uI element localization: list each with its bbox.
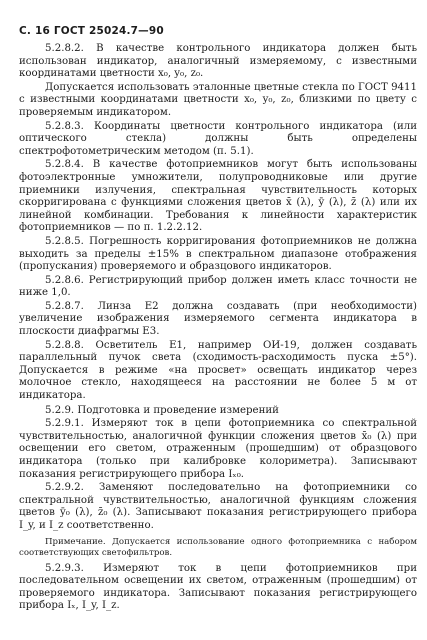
paragraph-glass-note: Допускается использовать эталонные цветные стекла по ГОСТ 9411 с известными координатами цветности x₀, y₀, z₀, близкими по цвету с проверяемым индикатором. [19, 81, 417, 118]
paragraph-5-2-8-7: 5.2.8.7. Линза Е2 должна создавать (при необходимости) увеличение изображения измеряемого сегмента индикатора в плоскости диафрагмы Е3. [19, 300, 417, 338]
paragraph-5-2-9-2: 5.2.9.2. Заменяют последовательно на фотоприемники со спектральной чувствительностью, аналогичной функциям сложения цветов ȳ₀ (λ), z̄₀ (λ). Записывают показания регистрирующего прибора I_y, и I_z соответственно. [19, 482, 417, 531]
paragraph-5-2-9-3: 5.2.9.3. Измеряют ток в цепи фотоприемников при последовательном освещении их светом, отраженным (прошедшим) от проверяемого индикатора. Записывают показания регистрирующего прибора Iₓ, I_y, I_z. [19, 562, 417, 612]
paragraph-5-2-8-4: 5.2.8.4. В качестве фотоприемников могут быть использованы фотоэлектронные умножители, полупроводниковые или другие приемники излучения, спектральная чувствительность которых скорригирована с функциями сложения цветов x̄ (λ), ȳ (λ), z̄ (λ) или их линейной комбинации. Требования к линейности характеристик фотоприемников — по п. 1.2.2.12. [19, 159, 417, 234]
paragraph-5-2-9-1: 5.2.9.1. Измеряют ток в цепи фотоприемника со спектральной чувствительностью, аналогичной функции сложения цветов x̄₀ (λ) при освещении его светом, отраженным (прошедшим) от образцового индикатора (только при калибровке колориметра). Записывают показания регистрирующего прибора Iₓ₀. [19, 418, 417, 480]
section-heading-5-2-9: 5.2.9. Подготовка и проведение измерений [45, 404, 279, 416]
note-paragraph: Примечание. Допускается использование одного фотоприемника с набором соответствующих светофильтров. [19, 536, 417, 558]
paragraph-5-2-8-5: 5.2.8.5. Погрешность корригирования фотоприемников не должна выходить за пределы ±15% в спектральном диапазоне отображения (пропускания) проверяемого и образцового индикаторов. [19, 235, 417, 273]
paragraph-5-2-8-3: 5.2.8.3. Координаты цветности контрольного индикатора (или оптического стекла) должны быть определены спектрофотометрическим методом (п. 5.1). [19, 120, 417, 157]
paragraph-5-2-8-2: 5.2.8.2. В качестве контрольного индикатора должен быть использован индикатор, аналогичный измеряемому, с известными координатами цветности x₀, y₀, z₀. [19, 43, 417, 80]
page-header: С. 16 ГОСТ 25024.7—90 [19, 25, 164, 37]
paragraph-5-2-8-8: 5.2.8.8. Осветитель Е1, например ОИ-19, должен создавать параллельный пучок света (сходимость-расходимость пуска ±5°). Допускается в режиме «на просвет» освещать индикатор через молочное стекло, находящееся на расстоянии не более 5 м от индикатора. [19, 339, 417, 402]
paragraph-5-2-8-6: 5.2.8.6. Регистрирующий прибор должен иметь класс точности не ниже 1,0. [19, 274, 417, 299]
